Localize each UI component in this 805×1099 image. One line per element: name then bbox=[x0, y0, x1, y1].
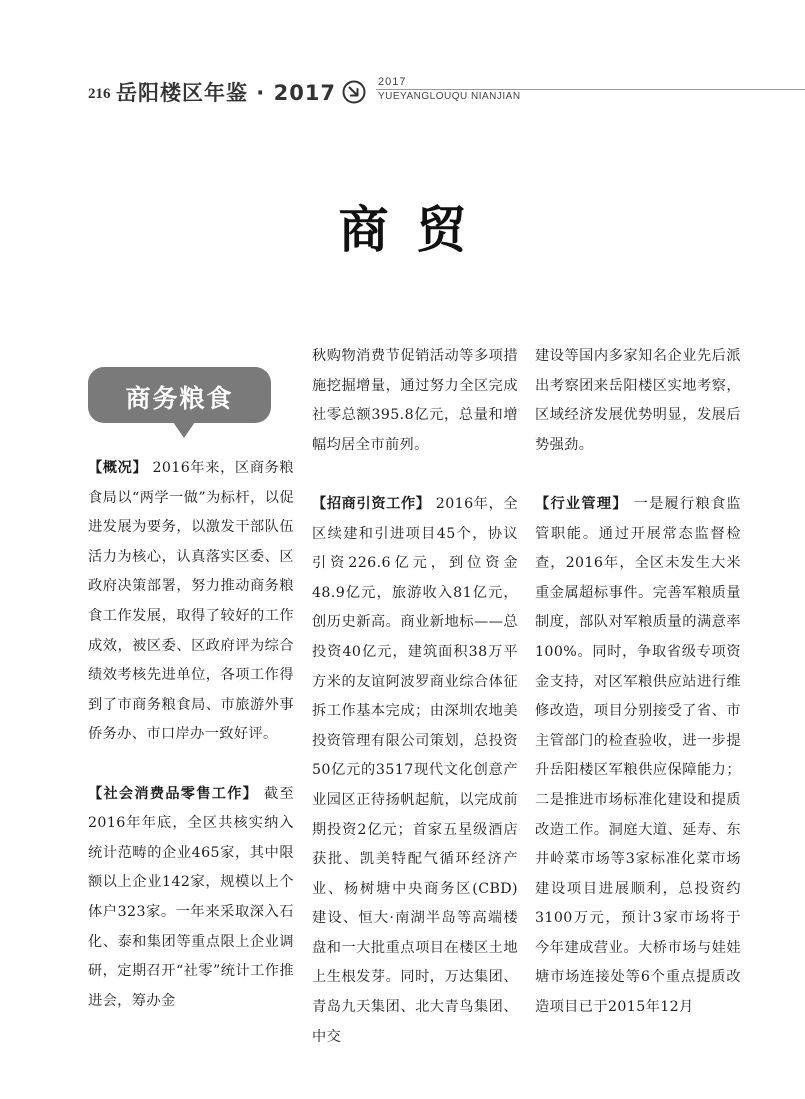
header-rule bbox=[376, 89, 805, 90]
paragraph-investment-continued bbox=[535, 342, 741, 460]
column-2 bbox=[312, 342, 518, 1082]
book-title: 岳阳楼区年鉴 · 2017 bbox=[116, 81, 337, 105]
header-year: 2017 bbox=[378, 76, 407, 88]
section-badge-label: 商务粮食 bbox=[125, 384, 234, 413]
section-heading-retail: 【社会消费品零售工作】 bbox=[88, 785, 259, 802]
section-heading-overview: 【概况】 bbox=[88, 460, 148, 476]
section-text-overview: 2016年来，区商务粮食局以“两学一做”为标杆，以促进发展为要务，以激发干部队伍活力为核心，认真落实区委、区政府决策部署，努力推动商务粮食工作发展，取得了较好的工作成效，被区委、区政府评为综合绩效考核先进单位，各项工作得到了市商务粮食局、市旅游外事侨务办、市口岸办一致好评。 bbox=[88, 460, 294, 743]
section-text-retail: 截至2016年年底，全区共核实纳入统计范畴的企业465家，其中限额以上企业142家，规模以上个体户323家。一年来采取深入石化、泰和集团等重点限上企业调研，定期召开“社零”统计工作推进会，筹办金 bbox=[88, 785, 294, 1009]
paragraph-investment bbox=[312, 490, 518, 1052]
section-text-management: 一是履行粮食监管职能。通过开展常态监督检查，2016年，全区未发生大米重金属超标事件。完善军粮质量制度，部队对军粮质量的满意率100%。同时，争取省级专项资金支持，对区军粮供应站进行维修改造，项目分别接受了省、市主管部门的检查验收，进一步提升岳阳楼区军粮供应保障能力；二是推进市场标准化建设和提质改造工作。洞庭大道、延寿、东井岭菜市场等3家标准化菜市场建设项目进展顺利，总投资约3100万元，预计3家市场将于今年建成营业。大桥市场与娃娃塘市场连接处等6个重点提质改造项目已于2015年12月 bbox=[535, 495, 741, 1016]
paragraph-retail-continued bbox=[312, 342, 518, 460]
arrow-circle-icon bbox=[342, 80, 366, 104]
page-header bbox=[88, 76, 805, 110]
paragraph-management bbox=[535, 490, 741, 1023]
column-3 bbox=[535, 342, 741, 1052]
header-subtitle: YUEYANGLOUQU NIANJIAN bbox=[378, 91, 521, 102]
continuation-text: 建设等国内多家知名企业先后派出考察团来岳阳楼区实地考察，区域经济发展优势明显，发展后势强劲。 bbox=[535, 348, 741, 453]
section-text-investment: 2016年，全区续建和引进项目45个，协议引资226.6亿元，到位资金48.9亿元，旅游收入81亿元，创历史新高。商业新地标——总投资40亿元，建筑面积38万平方米的友谊阿波罗商业综合体征拆工作基本完成；由深圳农地美投资管理有限公司策划，总投资50亿元的3517现代文化创意产业园区正待扬帆起航，以完成前期投资2亿元；首家五星级酒店获批、凯美特配气循环经济产业、杨树塘中央商务区(CBD)建设、恒大·南湖半岛等高端楼盘和一大批重点项目在楼区土地上生根发芽。同时，万达集团、青岛九天集团、北大青鸟集团、中交 bbox=[312, 495, 518, 1045]
continuation-text: 秋购物消费节促销活动等多项措施挖掘增量，通过努力全区完成社零总额395.8亿元，总量和增幅均居全市前列。 bbox=[312, 348, 518, 453]
paragraph-retail bbox=[88, 780, 294, 1017]
section-badge-pointer bbox=[173, 422, 195, 438]
page-title: 商贸 bbox=[338, 201, 495, 259]
section-heading-investment: 【招商引资工作】 bbox=[312, 495, 431, 512]
column-1 bbox=[88, 454, 294, 1046]
page-number: 216 bbox=[88, 86, 111, 102]
section-badge bbox=[88, 367, 271, 423]
paragraph-overview bbox=[88, 454, 294, 750]
section-heading-management: 【行业管理】 bbox=[535, 495, 628, 512]
